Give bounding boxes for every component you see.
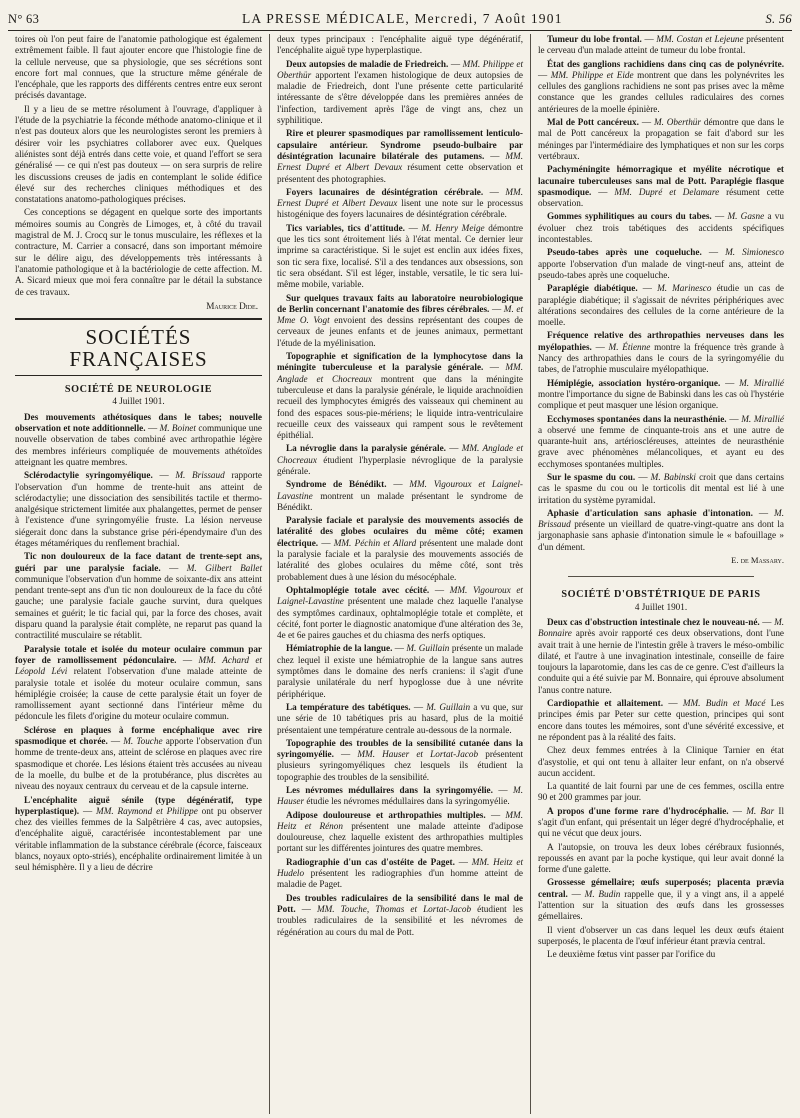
column-1 <box>8 34 269 1114</box>
society-title: SOCIÉTÉ DE NEUROLOGIE <box>64 384 213 396</box>
article: Paralysie totale et isolée du moteur oculaire commun par foyer de ramollissement pédonculaire. — MM. Achard et Léopold Lévi relatent l'observation d'une malade atteinte de paralysie totale et isolée du moteur oculaire commun, sans hémiplégie croisée; la cause de cette paralysie était un foyer de ramollissement ayant sectionné dans l'intérieur même du pédoncule les filets d'origine du moteur oculaire commun. <box>15 643 263 722</box>
article: La température des tabétiques. — M. Guillain a vu que, sur une série de 10 tabétiques pris au hasard, plus de la moitié présentaient une température centrale au-dessous de la normale. <box>277 701 524 735</box>
article: Cardiopathie et allaitement. — MM. Budin et Macé Les principes émis par Peter sur cette question, principes qui sont encore dans toutes les mémoires, sont d'une sévérité excessive, et ne répondent pas à la réalité des faits. <box>538 698 784 742</box>
columns <box>8 34 792 1114</box>
paragraph: Il vient d'observer un cas dans lequel les deux œufs étaient superposés, le placenta de l'œuf inférieur étant prævia central. <box>538 924 784 946</box>
article: L'encéphalite aiguë sénile (type dégénératif, type hyperplastique). — MM. Raymond et Philippe ont pu observer chez des vieilles femmes de la Salpêtrière 4 cas, avec autopsies, d'encéphalite aiguë, caractérisée incontestablement par une véritable inflammation de la substance cérébrale (écorce, faisceaux blancs, noyaux opto-striés), encéphalite ordinairement limitée à un seul hémisphère. Il y a lieu de décrire <box>15 794 263 873</box>
article: Paraplégie diabétique. — M. Marinesco étudie un cas de paraplégie diabétique; il s'agissait de névrites périphériques avec altérations secondaires des cellules de la corne antérieure de la moelle. <box>538 283 785 328</box>
article: Tics variables, tics d'attitude. — M. Henry Meige démontre que les tics sont étroitement liés à l'état mental. Ce dernier leur imprime sa caractéristique. Si le sujet est enclin aux idées fixes, son tic sera fixe, localisé. S'il a des tendances aux obsessions, son tic sera obsédant. S'il est léger, instable, versatile, le tic sera lui-même mobile, variable. <box>277 222 523 290</box>
column-2 <box>269 34 530 1114</box>
issue-number: N° 63 <box>8 11 40 26</box>
article: Gommes syphilitiques au cours du tabes. — M. Gasne a vu évoluer chez trois tabétiques des accidents spécifiques incontestables. <box>538 211 784 245</box>
society-title: SOCIÉTÉ D'OBSTÉTRIQUE DE PARIS <box>561 589 761 601</box>
paragraph: Chez deux femmes entrées à la Clinique Tarnier en état d'asystolie, et qui ont tenu à allaiter leur enfant, on n'a observé aucun accident. <box>538 745 784 778</box>
paragraph: A l'autopsie, on trouva les deux lobes cérébraux fusionnés, repoussés en avant par la poche kystique, qui leur avait donné la forme d'une galette. <box>538 841 784 875</box>
article: Tic non douloureux de la face datant de trente-sept ans, guéri par une paralysie faciale. — M. Gilbert Ballet communique l'observation d'un homme de soixante-dix ans atteint pendant trente-sept ans d'un tic non douloureux de la face du côté gauche; une paralysie faciale gauche survint, dura quelques semaines et guérit; le tic facial qui, par la force des choses, avait disparu quand la paralysie était complète, ne reparut pas quand la contractilité musculaire se rétablit. <box>15 551 263 641</box>
section-heading: SOCIÉTÉS FRANÇAISES <box>15 318 262 376</box>
article: A propos d'une forme rare d'hydrocéphalie. — M. Bar Il s'agit d'un enfant, qui présentait un léger degré d'hydrocéphalie, et qui ne vécut que deux jours. <box>538 805 785 839</box>
article: État des ganglions rachidiens dans cinq cas de polynévrite. — MM. Philippe et Eide montrent que dans les polynévrites les cellules des ganglions rachidiens ne sont pas prises avec la même constance que les grandes cellules radiculaires des cornes antérieures de la moelle épinière. <box>538 58 785 114</box>
article: Sclérose en plaques à forme encéphalique avec rire spasmodique et chorée. — M. Touche apporte l'observation d'un homme de trente-deux ans, atteint de sclérose en plaques avec rire spasmodique et chorée. Les lésions étaient très accusées au niveau de la moelle, du bulbe et de la protubérance, plus discrètes au niveau des noyaux centraux du cerveau et de la capsule interne. <box>15 724 263 792</box>
article: Mal de Pott cancéreux. — M. Oberthür démontre que dans le mal de Pott cancéreux la propagation se fait d'abord sur les méninges par l'intermédiaire des lymphatiques et non sur les corps vertébraux. <box>538 117 785 161</box>
column-3 <box>530 34 791 1114</box>
article: Sur le spasme du cou. — M. Babinski croit que dans certains cas le spasme du cou ou le torticolis dit mental est lié à une irritation du système pyramidal. <box>538 471 784 505</box>
page-number: S. 56 <box>765 11 792 26</box>
paragraph: deux types principaux : l'encéphalite aiguë type dégénératif, l'encéphalite aiguë type hyperplastique. <box>277 34 523 56</box>
article: La névroglie dans la paralysie générale. — MM. Anglade et Chocreaux étudient l'hyperplasie névroglique de la paralysie générale. <box>277 443 524 476</box>
paragraph: toires où l'on peut faire de l'anatomie pathologique est également extrêmement faible. Il faut ajouter encore que l'histologie fine de la cellule nerveuse, que sa physiologie, que ses sécrétions sont encore fort mal connues, que la structure même générale de l'encéphale, que les rapports des différents centres entre eux seront précisés davantage. <box>15 34 262 101</box>
paragraph: La quantité de lait fourni par une de ces femmes, oscilla entre 90 et 200 grammes par jour. <box>538 781 784 803</box>
article: Ophtalmoplégie totale avec cécité. — MM. Vigouroux et Laignel-Lavastine présentent une malade chez laquelle l'analyse des symptômes cardinaux, ophtalmoplégie totale et complète, et cécité, font porter le diagnostic anatomique d'une altération des 3e, 4e et 6e paires gauches et du chiasma des nerfs optiques. <box>277 584 523 641</box>
article: Syndrome de Bénédikt. — MM. Vigouroux et Laignel-Lavastine montrent un malade présentant le syndrome de Bénédikt. <box>277 479 524 512</box>
article: Tumeur du lobe frontal. — MM. Costan et Lejeune présentent le cerveau d'un malade atteint de tumeur du lobe frontal. <box>538 34 785 56</box>
article: Adipose douloureuse et arthropathies multiples. — MM. Heitz et Rénon présentent une malade atteinte d'adipose douloureuse, chez laquelle existent des arthropathies multiples portant sur les différentes jointures des quatre membres. <box>277 809 524 854</box>
article: Pachyméningite hémorragique et myélite nécrotique et lacunaire tuberculeuses sans mal de Pott. Paraplégie flasque spasmodique. — MM. Dupré et Delamare résument cette observation. <box>538 164 785 209</box>
masthead: LA PRESSE MÉDICALE, Mercredi, 7 Août 1901 <box>241 11 563 26</box>
article: Des troubles radiculaires de la sensibilité dans le mal de Pott. — MM. Touche, Thomas et Lortat-Jacob étudient les troubles radiculaires de la sensibilité et les névromes de régénération au cours du mal de Pott. <box>277 892 523 937</box>
article: Topographie et signification de la lymphocytose dans la méningite tuberculeuse et la paralysie générale. — MM. Anglade et Chocreaux montrent que dans la méningite tuberculeuse et dans la paralysie générale, le liquide arachnoïdien recueil des lymphocytes émigrés des vaisseaux qui cheminent au fond des espaces sous-pie-mériens; le liquide intra-ventriculaire recueille ceux des vaisseaux qui rampent sous le revêtement épithélial. <box>277 351 524 441</box>
article: Deux autopsies de maladie de Friedreich. — MM. Philippe et Oberthür apportent l'examen histologique de deux autopsies de maladie de Friedreich, dont l'une présente cette particularité intéressante de s'être développée dans les premières années de l'infection, tardivement après l'âge de vingt ans, chez un syphilitique. <box>277 58 523 126</box>
signature: Maurice Dide. <box>206 300 258 311</box>
article: Des mouvements athétosiques dans le tabes; nouvelle observation et note additionnelle. — M. Boinet communique une nouvelle observation de tabes combiné avec arthropathie légère des membres inférieurs compliquée de mouvements athétoïdes atteignant les quatre membres. <box>15 411 262 467</box>
page-header <box>8 8 792 31</box>
article: Foyers lacunaires de désintégration cérébrale. — MM. Ernest Dupré et Albert Devaux lisent une note sur le processus histogénique des foyers lacunaires de désintégration cérébrale. <box>277 186 524 220</box>
article: Deux cas d'obstruction intestinale chez le nouveau-né. — M. Bonnaire après avoir rapporté ces deux observations, dont l'une avait trait à une hernie de l'intestin grêle à travers le méso-ombilic dilaté, et l'autre à une invagination intestinale, conseille de faire toujours la laparotomie, dans les cas de ce genre. C'est d'ailleurs la conduite qui a été suivie par M. Bonnaire, qui éprouve absolument l'anus contre nature. <box>538 616 785 695</box>
article: Hémiplégie, association hystéro-organique. — M. Mirallié montre l'importance du signe de Babinski dans les cas où l'hystérie complique et peut masquer une lésion organique. <box>538 377 785 411</box>
article: Paralysie faciale et paralysie des mouvements associés de latéralité des globes oculaires du même côté; examen électrique. — MM. Péchin et Allard présentent une malade dont la paralysie faciale et la paralysie des mouvements associés de latéralité des globes oculaires du même côté, sont très probablement dues à une lésion du mésocéphale. <box>277 515 524 582</box>
paragraph: Ces conceptions se dégagent en quelque sorte des importants mémoires soumis au Congrès de Limoges, et, à côté du travail magistral de M. J. Crocq sur le tonus musculaire, les réflexes et la contracture, M. Carrier a consacré, dans son important mémoire sur le délire aigu, des développements très intéressants à l'anatomie pathologique et à la bactériologie de cette affection. M. A. Sicard mieux que moi fera connaître par le détail la substance de ces travaux. <box>15 207 262 297</box>
paragraph: Il y a lieu de se mettre résolument à l'ouvrage, d'appliquer à l'étude de la psychiatrie la féconde méthode anatomo-clinique et il n'est pas douteux alors que les neurologistes seront les premiers à désirer voir les psychiatres collaborer avec eux. Quelques aliénistes sont déjà entrés dans cette voie, et quand l'effort se sera généralisé — ce qui n'est pas douteux — on sera surpris de relire les discussions creuses de jadis en contemplant le solide édifice élevé sur des recherches cliniques méthodiques et des constatations anatomo-pathologiques précises. <box>15 103 262 205</box>
divider <box>568 576 754 577</box>
article: Ecchymoses spontanées dans la neurasthénie. — M. Mirallié a observé une femme de cinquante-trois ans et une autre de quarante-huit ans, artérioscléreuses, atteintes de neurasthénie grave avec phénomènes mélancoliques, et ayant eu des ecchymoses spontanées multiples. <box>538 413 784 469</box>
society-date: 4 Juillet 1901. <box>634 601 688 612</box>
article: Fréquence relative des arthropathies nerveuses dans les myélopathies. — M. Étienne montre la fréquence très grande à Nancy des arthropathies dans le cours de la syringomyélie du tabes, de l'atrophie musculaire myélopathique. <box>538 330 785 375</box>
article: Sclérodactylie syringomyélique. — M. Brissaud rapporte l'observation d'un homme de trente-huit ans atteint de sclérodactylie; une dissociation des sensibilités tactile et thermo-analgésique strictement limitée aux phalangettes, permet de penser à l'existence d'une syringomyélie fruste. La lésion nerveuse siégerait donc dans la substance grise péri-épendymaire d'un des étages métamériques du renflement brachial. <box>15 470 262 548</box>
article: Topographie des troubles de la sensibilité cutanée dans la syringomyélie. — MM. Hauser et Lortat-Jacob présentent plusieurs syringomyéliques chez lesquels ils étudient la topographie des troubles de la sensibilité. <box>277 737 524 782</box>
article: Radiographie d'un cas d'ostéite de Paget. — MM. Heitz et Hudelo présentent les radiographies d'un homme atteint de maladie de Paget. <box>277 856 523 890</box>
article: Hémiatrophie de la langue. — M. Guillain présente un malade chez lequel il existe une hémiatrophie de la langue sans autres symptômes dans le domaine des nerfs craniens: il s'agit d'une paralysie unilatérale du nerf hypoglosse due à une névrite périphérique. <box>277 643 523 699</box>
article: Aphasie d'articulation sans aphasie d'intonation. — M. Brissaud présente un vieillard de quatre-vingt-quatre ans dont la jargonaphasie sans aphasie d'intonation simule le « bafouillage » d'un dément. <box>538 507 784 552</box>
society-date: 4 Juillet 1901. <box>112 396 165 407</box>
article: Grossesse gémellaire; œufs superposés; placenta prævia central. — M. Budin rappelle que, il y a vingt ans, il a appelé l'attention sur la situation des œufs dans les grossesses gémellaires. <box>538 877 785 922</box>
article: Sur quelques travaux faits au laboratoire neurobiologique de Berlin concernant l'anatomie des fibres cérébrales. — M. et Mme O. Vogt envoient des dessins représentant des coupes de cerveaux de jeunes enfants et de jeunes animaux, permettant l'étude de la myélinisation. <box>277 292 524 348</box>
article: Rire et pleurer spasmodiques par ramollissement lenticulo-capsulaire antérieur. Syndrome pseudo-bulbaire par désintégration lacunaire bilatérale des putamens. — MM. Ernest Dupré et Albert Devaux résument cette observation et présentent des photographies. <box>277 128 524 184</box>
signature: E. de Massary. <box>731 555 784 566</box>
paragraph: Le deuxième fœtus vint passer par l'orifice du <box>547 949 716 960</box>
article: Pseudo-tabes après une coqueluche. — M. Simionesco apporte l'observation d'un malade de vingt-neuf ans, atteint de pseudo-tabes après une coqueluche. <box>538 247 785 280</box>
article: Les névromes médullaires dans la syringomyélie. — M. Hauser étudie les névromes médullaires dans la syringomyélie. <box>277 785 523 807</box>
